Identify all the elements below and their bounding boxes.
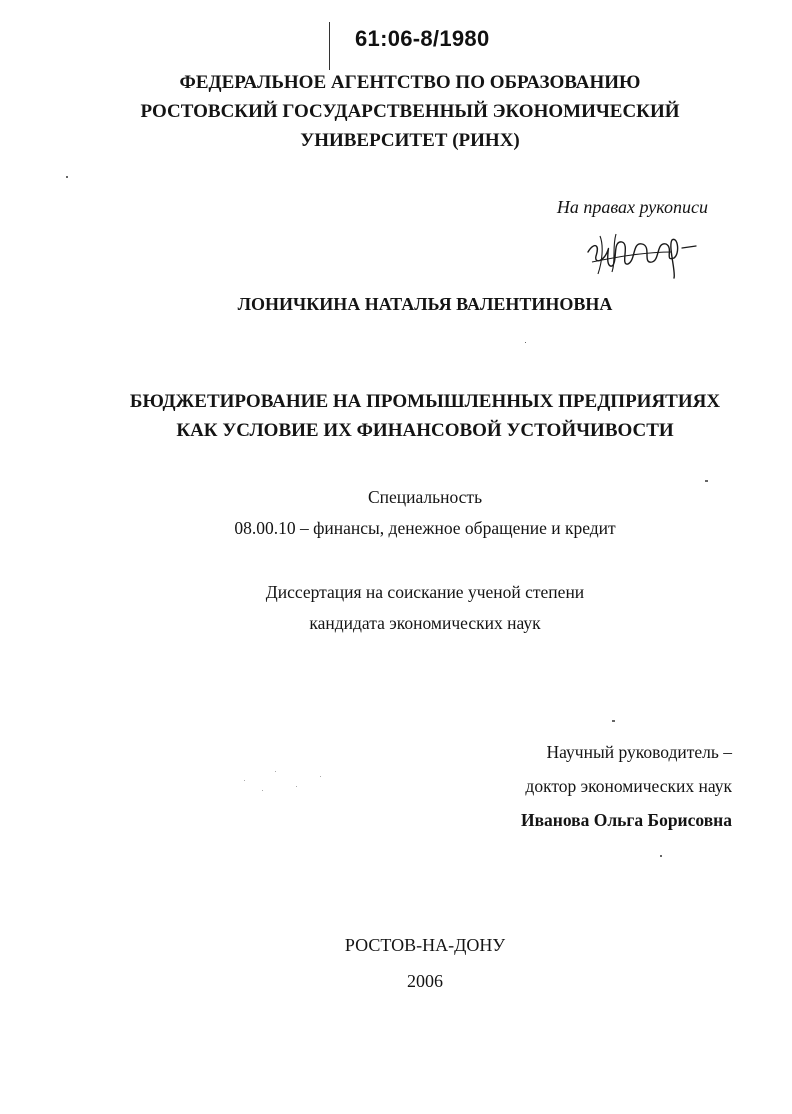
- degree-line-1: Диссертация на соискание ученой степени: [265, 582, 585, 602]
- manuscript-note: На правах рукописи: [556, 197, 708, 217]
- scan-speck: [275, 771, 276, 772]
- scan-speck: [296, 786, 297, 787]
- scan-speck: [525, 342, 526, 343]
- scan-speck: [262, 790, 263, 791]
- specialty-block: [100, 482, 750, 544]
- organization-block: [100, 68, 720, 155]
- title-line-1: БЮДЖЕТИРОВАНИЕ НА ПРОМЫШЛЕННЫХ ПРЕДПРИЯТИЯХ: [129, 391, 721, 412]
- scan-speck: [660, 855, 662, 857]
- advisor-title: доктор экономических наук: [525, 776, 732, 796]
- advisor-role: Научный руководитель –: [546, 742, 732, 762]
- degree-block: [100, 577, 750, 639]
- title-line-2: КАК УСЛОВИЕ ИХ ФИНАНСОВОЙ УСТОЙЧИВОСТИ: [176, 420, 674, 441]
- archive-stamp: 61:06-8/1980: [355, 26, 490, 51]
- scan-speck: [705, 480, 708, 482]
- city-year-block: [100, 927, 750, 999]
- organization-line-1: ФЕДЕРАЛЬНОЕ АГЕНТСТВО ПО ОБРАЗОВАНИЮ: [179, 72, 641, 93]
- author-name: ЛОНИЧКИНА НАТАЛЬЯ ВАЛЕНТИНОВНА: [237, 294, 613, 314]
- dissertation-title: [100, 387, 750, 445]
- scan-speck: [244, 780, 245, 781]
- handwritten-signature: [582, 222, 702, 282]
- advisor-name: Иванова Ольга Борисовна: [520, 810, 732, 830]
- scan-speck: [612, 720, 615, 722]
- scan-speck: [66, 176, 68, 178]
- stamp-divider-line: [329, 22, 330, 70]
- city: РОСТОВ-НА-ДОНУ: [344, 935, 506, 955]
- organization-line-3: УНИВЕРСИТЕТ (РИНХ): [300, 130, 520, 151]
- specialty-value: 08.00.10 – финансы, денежное обращение и кредит: [234, 518, 616, 538]
- year: 2006: [407, 971, 443, 991]
- organization-line-2: РОСТОВСКИЙ ГОСУДАРСТВЕННЫЙ ЭКОНОМИЧЕСКИЙ: [140, 101, 680, 122]
- advisor-block: [521, 735, 732, 837]
- specialty-label: Специальность: [367, 487, 483, 507]
- degree-line-2: кандидата экономических наук: [309, 613, 541, 633]
- scan-speck: [320, 776, 321, 777]
